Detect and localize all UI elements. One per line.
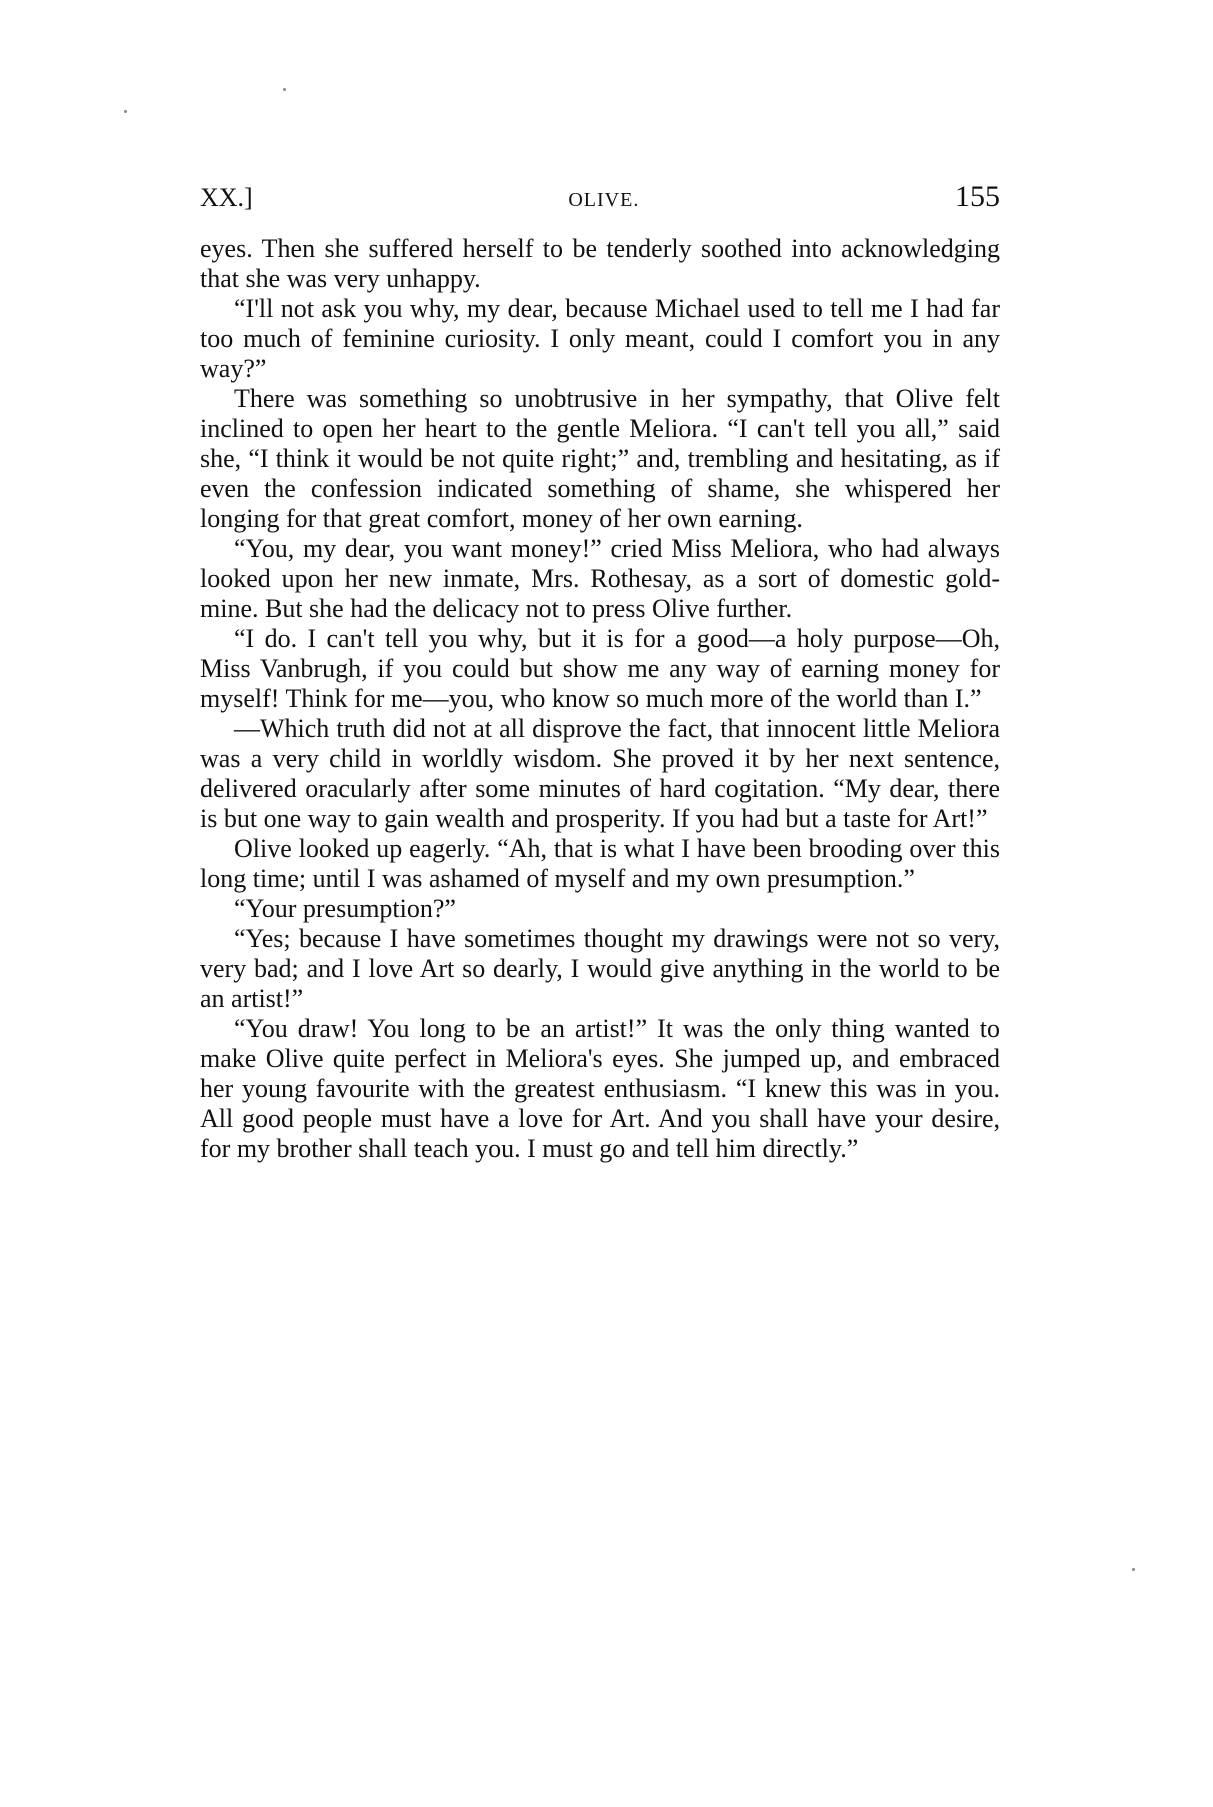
paragraph: “I do. I can't tell you why, but it is for a good—a holy purpose—Oh, Miss Vanbrugh, if you could but show me any way of earning money for myself! Think for me—you, who know so much more of the world than I.” <box>200 624 1000 713</box>
paragraph: “Your presumption?” <box>234 894 456 923</box>
paragraph: “You draw! You long to be an artist!” It was the only thing wanted to make Olive quite perfect in Meliora's eyes. She jumped up, and embraced her young favourite with the greatest enthusiasm. “I knew this was in you. All good people must have a love for Art. And you shall have your desire, for my brother shall teach you. I must go and tell him directly.” <box>200 1014 1000 1163</box>
paragraph: eyes. Then she suffered herself to be tenderly soothed into acknowledging that she was very unhappy. <box>200 234 1000 293</box>
scan-speck <box>1132 1568 1135 1571</box>
paragraph: Olive looked up eagerly. “Ah, that is what I have been brooding over this long time; until I was ashamed of myself and my own presumption.” <box>200 834 1000 893</box>
page-header <box>200 180 1000 214</box>
paragraph: “I'll not ask you why, my dear, because Michael used to tell me I had far too much of feminine curiosity. I only meant, could I comfort you in any way?” <box>200 294 1000 383</box>
chapter-number: XX.] <box>200 183 253 212</box>
paragraph: “Yes; because I have sometimes thought my drawings were not so very, very bad; and I love Art so dearly, I would give anything in the world to be an artist!” <box>200 924 1000 1013</box>
scan-speck <box>283 88 286 91</box>
body-text <box>200 234 1000 1164</box>
page-number: 155 <box>954 180 1000 213</box>
book-page <box>200 180 1000 1164</box>
running-title: OLIVE. <box>568 189 640 211</box>
paragraph: “You, my dear, you want money!” cried Miss Meliora, who had always looked upon her new inmate, Mrs. Rothesay, as a sort of domestic gold-mine. But she had the delicacy not to press Olive further. <box>200 534 1000 623</box>
scan-speck <box>124 110 127 113</box>
paragraph: There was something so unobtrusive in her sympathy, that Olive felt inclined to open her heart to the gentle Meliora. “I can't tell you all,” said she, “I think it would be not quite right;” and, trembling and hesitating, as if even the confession indicated something of shame, she whispered her longing for that great comfort, money of her own earning. <box>200 384 1000 533</box>
paragraph: —Which truth did not at all disprove the fact, that innocent little Meliora was a very child in worldly wisdom. She proved it by her next sentence, delivered oracularly after some minutes of hard cogitation. “My dear, there is but one way to gain wealth and prosperity. If you had but a taste for Art!” <box>200 714 1000 833</box>
